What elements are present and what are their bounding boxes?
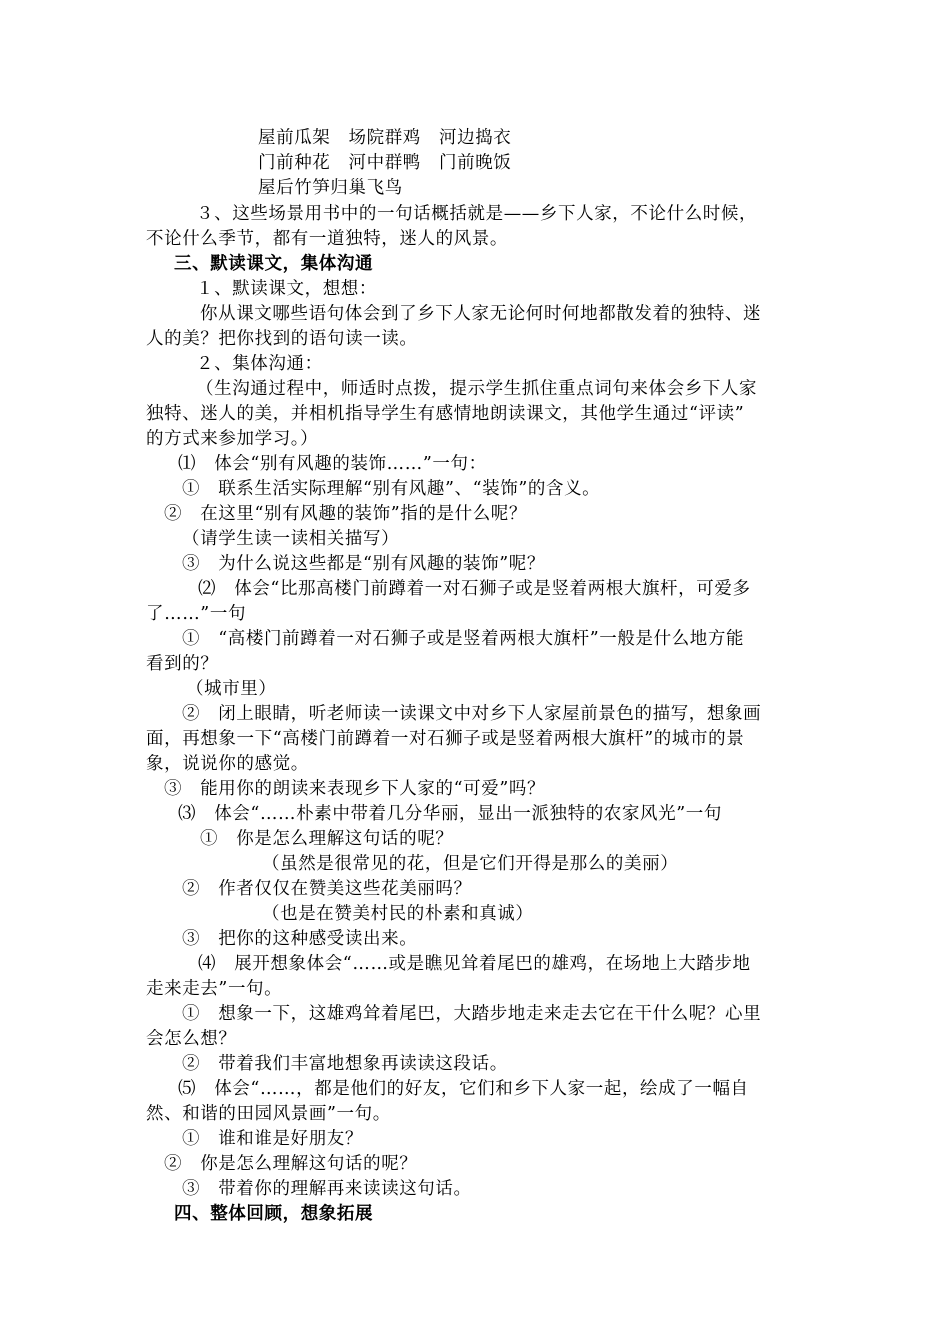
item-line: ② 闭上眼睛，听老师读一读课文中对乡下人家屋前景色的描写，想象画 — [182, 704, 762, 724]
paragraph-line: 人的美？把你找到的语句读一读。 — [146, 329, 418, 349]
scene-list-line-3: 屋后竹笋归巢飞鸟 — [258, 178, 403, 198]
item-line: ① 你是怎么理解这句话的呢？ — [200, 829, 454, 849]
item-line: ② 带着我们丰富地想象再读读这段话。 — [182, 1054, 508, 1074]
item-line: ① 想象一下，这雄鸡耸着尾巴，大踏步地走来走去它在干什么呢？心里 — [182, 1004, 762, 1024]
scene-list-line-1: 屋前瓜架 场院群鸡 河边捣衣 — [258, 128, 512, 148]
item-line: 了……”一句 — [146, 604, 247, 624]
item-line: （请学生读一读相关描写） — [182, 529, 400, 549]
paragraph-line: 的方式来参加学习。） — [146, 429, 319, 449]
item-line: （也是在赞美村民的朴素和真诚） — [262, 904, 534, 924]
section-heading-4: 四、整体回顾，想象拓展 — [174, 1204, 374, 1224]
item-line: ① 联系生活实际理解“别有风趣”、“装饰”的含义。 — [182, 479, 601, 499]
item-line: （虽然是很常见的花，但是它们开得是那么的美丽） — [262, 854, 679, 874]
paragraph-line: 你从课文哪些语句体会到了乡下人家无论何时何地都散发着的独特、迷 — [200, 304, 762, 324]
item-line: 然、和谐的田园风景画”一句。 — [146, 1104, 391, 1124]
paragraph-line: ２、集体沟通： — [196, 354, 323, 374]
item-line: ② 在这里“别有风趣的装饰”指的是什么呢？ — [164, 504, 527, 524]
item-line: 走来走去”一句。 — [146, 979, 283, 999]
item-line: ② 作者仅仅在赞美这些花美丽吗？ — [182, 879, 472, 899]
item-line: 象，说说你的感觉。 — [146, 754, 309, 774]
paragraph-line: （生沟通过程中，师适时点拨，提示学生抓住重点词句来体会乡下人家 — [196, 379, 758, 399]
item-line: ③ 带着你的理解再来读读这句话。 — [182, 1179, 472, 1199]
paragraph-line: １、默读课文，想想： — [196, 279, 377, 299]
item-line: ③ 能用你的朗读来表现乡下人家的“可爱”吗？ — [164, 779, 546, 799]
paragraph-line: 独特、迷人的美，并相机指导学生有感情地朗读课文，其他学生通过“评读” — [146, 404, 745, 424]
item-line: （城市里） — [186, 679, 277, 699]
item-line: ① 谁和谁是好朋友？ — [182, 1129, 363, 1149]
item-line: ② 你是怎么理解这句话的呢？ — [164, 1154, 418, 1174]
item-line: 面，再想象一下“高楼门前蹲着一对石狮子或是竖着两根大旗杆”的城市的景 — [146, 729, 745, 749]
paragraph-line: 不论什么季节，都有一道独特，迷人的风景。 — [146, 229, 508, 249]
item-line: ⑵ 体会“比那高楼门前蹲着一对石狮子或是竖着两根大旗杆，可爱多 — [198, 579, 751, 599]
item-line: ⑷ 展开想象体会“……或是瞧见耸着尾巴的雄鸡，在场地上大踏步地 — [198, 954, 751, 974]
item-line: ③ 把你的这种感受读出来。 — [182, 929, 418, 949]
item-line: ⑴ 体会“别有风趣的装饰……”一句： — [178, 454, 487, 474]
item-line: ⑸ 体会“……，都是他们的好友，它们和乡下人家一起，绘成了一幅自 — [178, 1079, 749, 1099]
item-line: ③ 为什么说这些都是“别有风趣的装饰”呢？ — [182, 554, 545, 574]
section-heading-3: 三、默读课文，集体沟通 — [174, 254, 374, 274]
scene-list-line-2: 门前种花 河中群鸭 门前晚饭 — [258, 153, 512, 173]
item-line: ① “高楼门前蹲着一对石狮子或是竖着两根大旗杆”一般是什么地方能 — [182, 629, 745, 649]
item-line: 会怎么想？ — [146, 1029, 237, 1049]
paragraph-line: ３、这些场景用书中的一句话概括就是——乡下人家，不论什么时候， — [196, 204, 758, 224]
item-line: 看到的？ — [146, 654, 219, 674]
item-line: ⑶ 体会“……朴素中带着几分华丽，显出一派独特的农家风光”一句 — [178, 804, 722, 824]
